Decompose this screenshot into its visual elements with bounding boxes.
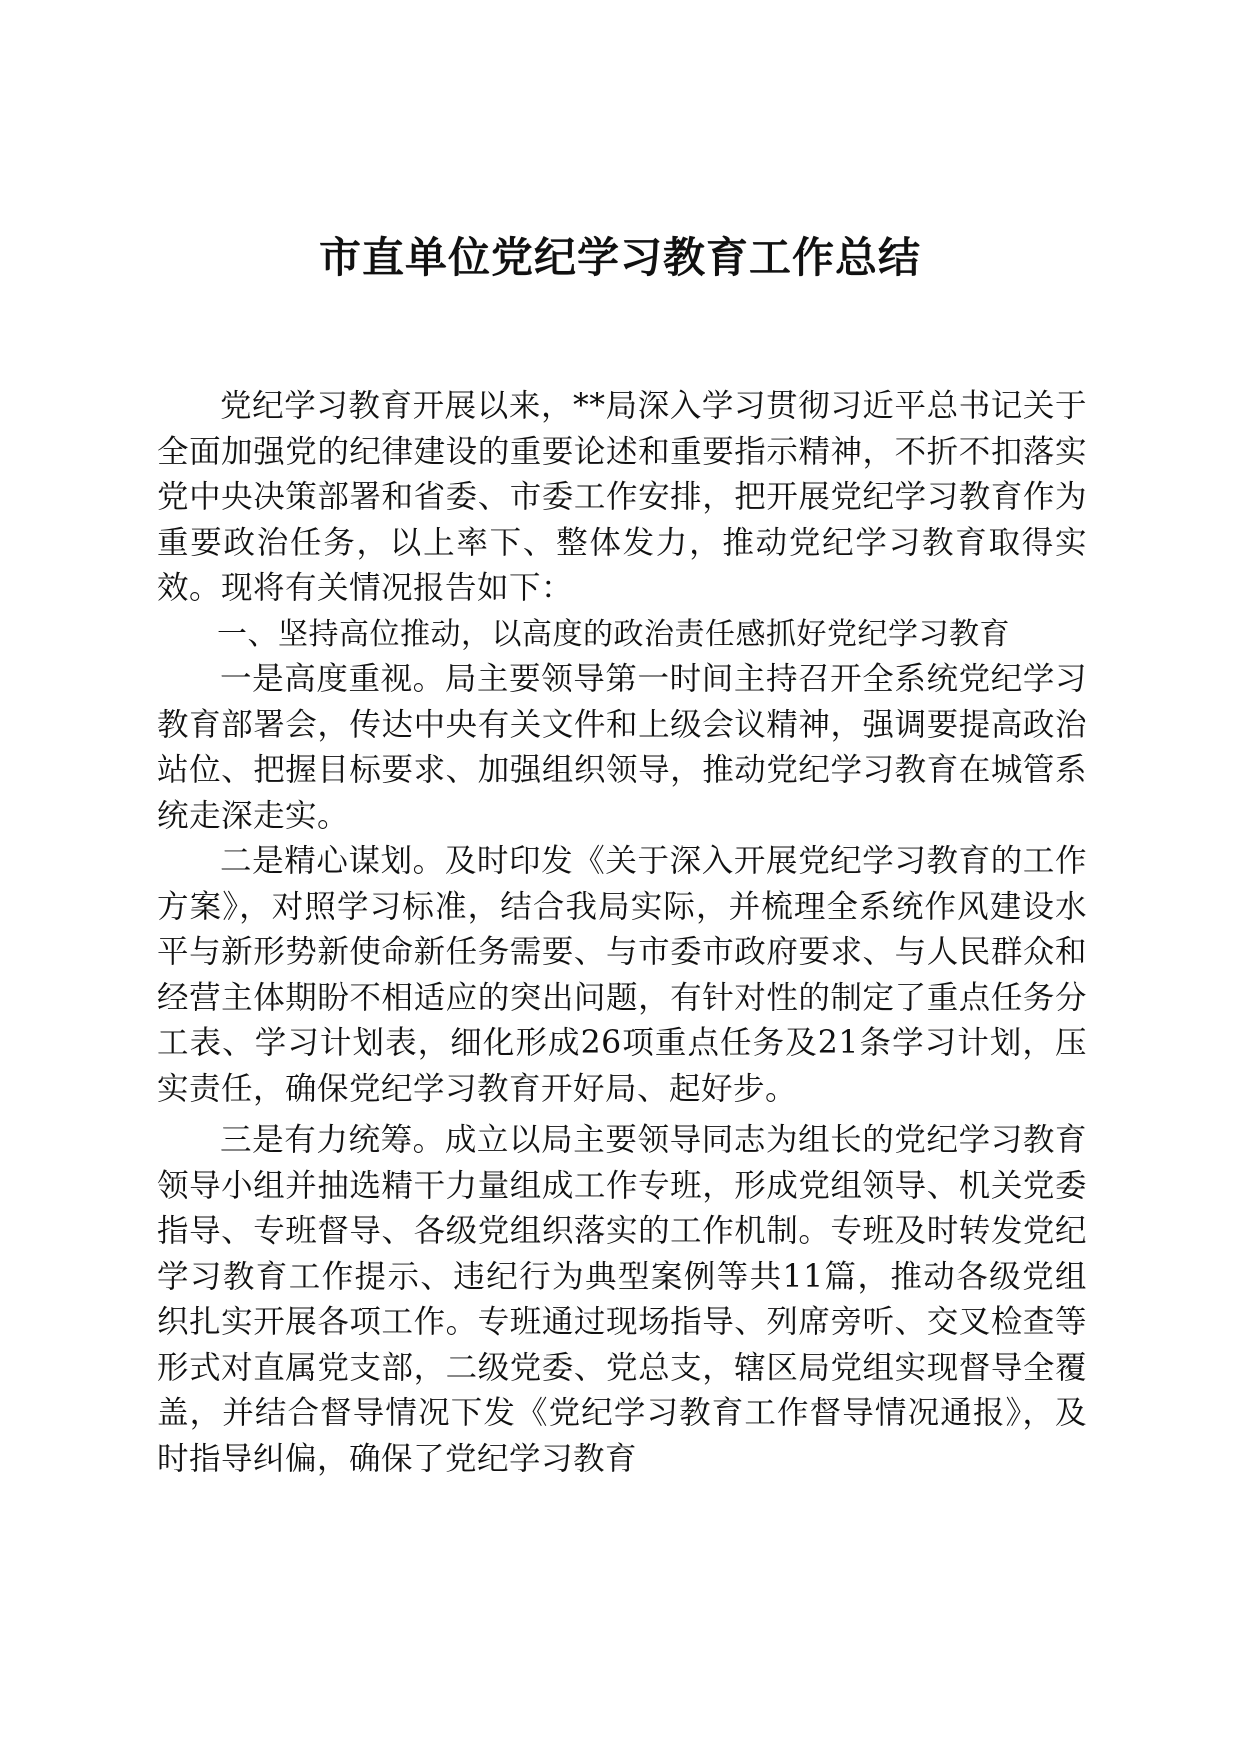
item-paragraph-1: [157, 657, 1087, 839]
intro-paragraph: 党纪学习教育开展以来，**局深入学习贯彻习近平总书记关于全面加强党的纪律建设的重要论述和重要指示精神，不折不扣落实党中央决策部署和省委、市委工作安排，把开展党纪学习教育作为重要政治任务，以上率下、整体发力，推动党纪学习教育取得实效。现将有关情况报告如下：: [157, 388, 1087, 606]
item-lead-1: 一是高度重视。: [220, 661, 445, 697]
document-body: [157, 384, 1087, 1482]
document-title: 市直单位党纪学习教育工作总结: [318, 233, 921, 282]
item-paragraph-2: [157, 839, 1087, 1112]
item-paragraph-3: [157, 1118, 1087, 1482]
section-heading: 一、坚持高位推动，以高度的政治责任感抓好党纪学习教育: [217, 616, 1010, 652]
item-text-1: 局主要领导第一时间主持召开全系统党纪学习教育部署会，传达中央有关文件和上级会议精神，强调要提高政治站位、把握目标要求、加强组织领导，推动党纪学习教育在城管系统走深走实。: [157, 661, 1087, 834]
item-text-2: 及时印发《关于深入开展党纪学习教育的工作方案》，对照学习标准，结合我局实际，并梳理全系统作风建设水平与新形势新使命新任务需要、与市委市政府要求、与人民群众和经营主体期盼不相适应的突出问题，有针对性的制定了重点任务分工表、学习计划表，细化形成26项重点任务及21条学习计划，压实责任，确保党纪学习教育开好局、起好步。: [157, 843, 1087, 1107]
item-lead-3: 三是有力统筹。: [220, 1122, 445, 1158]
item-lead-2: 二是精心谋划。: [220, 843, 445, 879]
item-text-3: 成立以局主要领导同志为组长的党纪学习教育领导小组并抽选精干力量组成工作专班，形成党组领导、机关党委指导、专班督导、各级党组织落实的工作机制。专班及时转发党纪学习教育工作提示、违纪行为典型案例等共11篇，推动各级党组织扎实开展各项工作。专班通过现场指导、列席旁听、交叉检查等形式对直属党支部，二级党委、党总支，辖区局党组实现督导全覆盖，并结合督导情况下发《党纪学习教育工作督导情况通报》，及时指导纠偏，确保了党纪学习教育: [157, 1122, 1087, 1477]
